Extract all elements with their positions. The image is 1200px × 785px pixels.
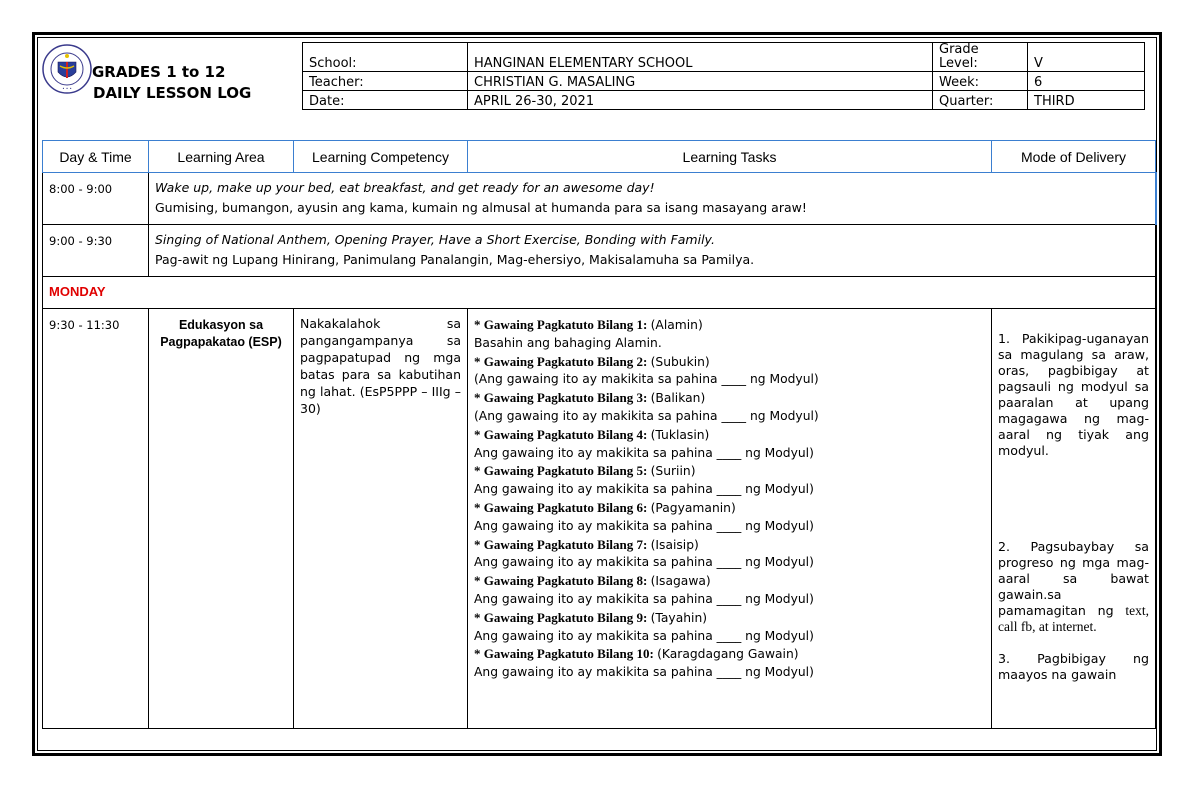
mode-item-2-channels: text, call fb, at internet. [998,603,1149,634]
task-description: (Ang gawaing ito ay makikita sa pahina ____ ng Modyul) [474,408,819,423]
task-title [474,353,985,372]
task-list [474,316,985,682]
teacher-value: CHRISTIAN G. MASALING [468,72,933,91]
lesson-row [43,309,1156,729]
task-section-name: (Alamin) [650,318,703,332]
teacher-label: Teacher: [303,72,468,91]
grade-level-value: V [1028,43,1145,72]
task-title-label: * Gawaing Pagkatuto Bilang 2: [474,353,648,369]
mode-item-3: 3. Pagbibigay ng maayos na gawain [998,651,1149,682]
lesson-time: 9:30 - 11:30 [43,309,149,729]
learning-competency: Nakakalahok sa pangangampanya sa pagpapatupad ng mga batas para sa kabutihan ng lahat. (EsP5PPP – IIIg – 30) [294,309,468,729]
task-title [474,609,985,628]
task-title-label: * Gawaing Pagkatuto Bilang 4: [474,426,648,442]
quarter-label: Quarter: [933,91,1028,110]
school-label: School: [303,43,468,72]
col-learning-competency: Learning Competency [294,141,468,173]
task-title-label: * Gawaing Pagkatuto Bilang 6: [474,499,648,515]
task-title-label: * Gawaing Pagkatuto Bilang 7: [474,536,648,552]
quarter-value: THIRD [1028,91,1145,110]
grade-label-line1: Grade [939,42,979,57]
activity-filipino: Gumising, bumangon, ayusin ang kama, kumain ng almusal at humanda para sa isang masayang araw! [155,200,807,215]
activity-filipino: Pag-awit ng Lupang Hinirang, Panimulang Panalangin, Mag-ehersiyo, Makisalamuha sa Pamilya. [155,252,755,267]
task-title [474,389,985,408]
day-label: MONDAY [43,277,1156,309]
col-mode-of-delivery: Mode of Delivery [992,141,1156,173]
task-title-label: * Gawaing Pagkatuto Bilang 3: [474,390,648,406]
mode-item-2 [998,539,1149,635]
task-section-name: (Suriin) [650,464,696,479]
task-title-label: * Gawaing Pagkatuto Bilang 9: [474,609,648,625]
task-description: Ang gawaing ito ay makikita sa pahina ____ ng Modyul) [474,482,814,497]
col-learning-area: Learning Area [149,141,294,173]
task-section-name: (Isaisip) [650,537,699,552]
task-title-label: * Gawaing Pagkatuto Bilang 5: [474,463,648,479]
task-section-name: (Karagdagang Gawain) [657,647,799,662]
day-row [43,277,1156,309]
task-description: Ang gawaing ito ay makikita sa pahina ____ ng Modyul) [474,628,814,643]
title-line-1: GRADES 1 to 12 [92,63,226,81]
lesson-log-table [42,140,1157,729]
task-title-label: * Gawaing Pagkatuto Bilang 8: [474,573,648,589]
task-title [474,426,985,445]
task-section-name: (Isagawa) [650,574,711,589]
info-row-date [303,91,1145,110]
col-learning-tasks: Learning Tasks [468,141,992,173]
task-description: Ang gawaing ito ay makikita sa pahina ____ ng Modyul) [474,591,814,606]
task-title [474,499,985,518]
learning-area [149,309,294,729]
area-line-1: Edukasyon sa [178,318,264,332]
mode-item-1: 1. Pakikipag-uganayan sa magulang sa araw, oras, pagbibigay at pagsauli ng modyul sa paaralan at upang magagawa ng mag-aaral ng tiyak ang modyul. [998,331,1149,458]
mode-item-2-text: 2. Pagsubaybay sa progreso ng mga mag-aaral sa bawat gawain.sa pamamagitan ng [998,539,1149,618]
schedule-time: 8:00 - 9:00 [43,173,149,225]
log-title [92,62,251,104]
activity-english: Singing of National Anthem, Opening Prayer, Have a Short Exercise, Bonding with Family. [155,232,715,247]
svg-text:• • •: • • • [62,86,72,91]
info-row-school [303,43,1145,72]
task-title-label: * Gawaing Pagkatuto Bilang 10: [474,646,654,662]
schedule-activity [149,225,1156,277]
mode-of-delivery [992,309,1156,729]
activity-english: Wake up, make up your bed, eat breakfast, and get ready for an awesome day! [155,180,655,195]
task-description: Ang gawaing ito ay makikita sa pahina ____ ng Modyul) [474,555,814,570]
learning-tasks [468,309,992,729]
schedule-time: 9:00 - 9:30 [43,225,149,277]
task-description: Ang gawaing ito ay makikita sa pahina ____ ng Modyul) [474,665,814,680]
task-section-name: (Tuklasin) [650,427,710,442]
date-label: Date: [303,91,468,110]
task-description: Ang gawaing ito ay makikita sa pahina ____ ng Modyul) [474,518,814,533]
task-title [474,572,985,591]
task-section-name: (Tayahin) [650,610,708,625]
info-row-teacher [303,72,1145,91]
info-table [302,42,1145,110]
task-section-name: (Balikan) [650,391,706,406]
grade-level-label [933,43,1028,72]
task-title [474,536,985,555]
task-title [474,645,985,664]
task-title-label: * Gawaing Pagkatuto Bilang 1: [474,317,648,332]
deped-seal-icon [42,44,92,94]
grade-label-line2: Level: [939,56,978,71]
date-value: APRIL 26-30, 2021 [468,91,933,110]
title-line-2: DAILY LESSON LOG [93,84,252,102]
task-section-name: (Subukin) [650,354,710,369]
task-section-name: (Pagyamanin) [650,500,736,515]
col-day-time: Day & Time [43,141,149,173]
task-description: Basahin ang bahaging Alamin. [474,335,662,350]
week-value: 6 [1028,72,1145,91]
schedule-row-2 [43,225,1156,277]
area-line-2: Pagpapakatao (ESP) [160,335,282,349]
task-description: Ang gawaing ito ay makikita sa pahina ____ ng Modyul) [474,445,814,460]
column-headers [43,141,1156,173]
task-title [474,462,985,481]
week-label: Week: [933,72,1028,91]
school-value: HANGINAN ELEMENTARY SCHOOL [468,43,933,72]
schedule-row-1 [43,173,1156,225]
schedule-activity [149,173,1156,225]
task-title [474,316,985,335]
task-description: (Ang gawaing ito ay makikita sa pahina ____ ng Modyul) [474,372,819,387]
